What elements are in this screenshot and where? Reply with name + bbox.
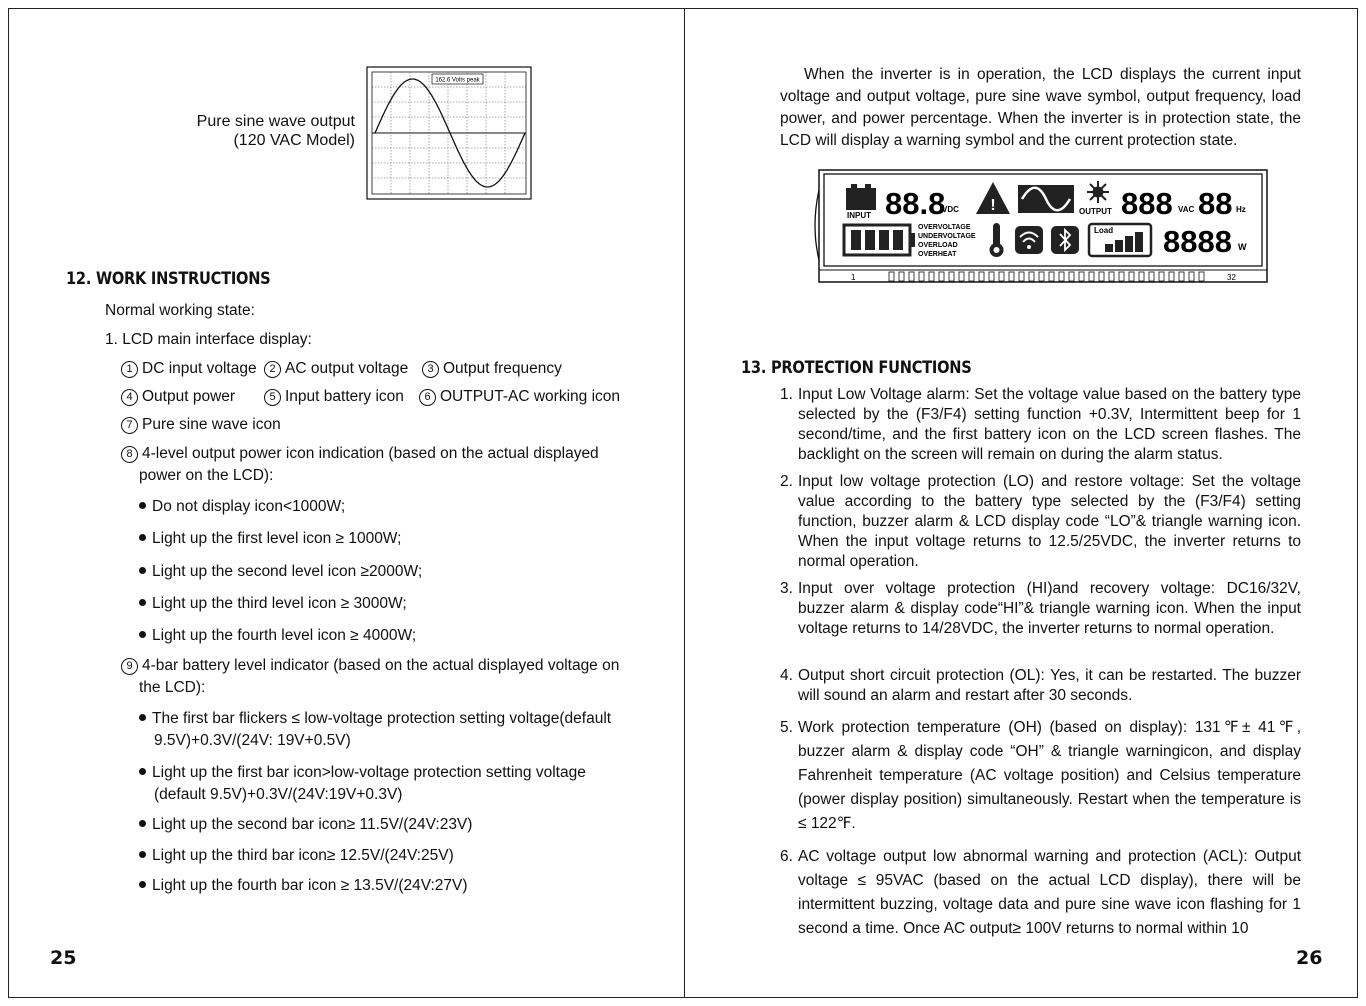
- status-overload: OVERLOAD: [918, 242, 958, 249]
- ac-voltage-digits: 888: [1121, 186, 1173, 221]
- icon-label: AC output voltage: [285, 360, 409, 377]
- battery-level-line2: (default 9.5V)+0.3V/(24V:19V+0.3V): [154, 786, 403, 803]
- ac-voltage-unit: VAC: [1178, 205, 1195, 214]
- item-text: AC voltage output low abnormal warning and protection (ACL): Output voltage ≤ 95VAC (based on the actual LCD display), there will be intermittent buzzing, voltage data and pure sine wave icon flashing for 1 second a time. Once AC output≥ 100V returns to normal within 10: [798, 848, 1301, 937]
- item8: [121, 443, 621, 487]
- number-badge: 7: [121, 417, 138, 434]
- intro-paragraph: When the inverter is in operation, the LCD displays the current input voltage and output voltage, pure sine wave symbol, output frequency, load power, and power percentage. When the inverter is in protection state, the LCD will display a warning symbol and the current protection state.: [780, 66, 1301, 149]
- status-overheat: OVERHEAT: [918, 251, 957, 258]
- icon-item: [264, 386, 404, 408]
- icon-label: DC input voltage: [142, 360, 257, 377]
- power-level-text: Light up the third level icon ≥ 3000W;: [152, 595, 407, 612]
- power-level-text: Light up the second level icon ≥2000W;: [152, 563, 423, 580]
- dc-voltage-digits: 88.8: [885, 186, 946, 221]
- power-level-item: [139, 528, 401, 550]
- protection-item-4: [780, 666, 1301, 706]
- bullet-dot: [139, 631, 146, 638]
- battery-level-line1: Light up the first bar icon>low-voltage protection setting voltage: [152, 764, 586, 781]
- wifi-icon: [1015, 226, 1043, 254]
- wave-caption-line2: (120 VAC Model): [233, 132, 355, 149]
- item-text: Input low voltage protection (LO) and restore voltage: Set the voltage value according to the battery type selected by the (F3/F4) setting function, buzzer alarm & LCD display code “LO”& triangle warning icon. When the input voltage returns to 12.5/25VDC, the inverter returns to normal operation.: [798, 473, 1301, 570]
- protection-item-6: [780, 845, 1301, 941]
- protection-item-3: [780, 579, 1301, 639]
- protection-item-5: [780, 716, 1301, 836]
- battery-level-item: [139, 845, 454, 867]
- number-badge: 4: [121, 389, 138, 406]
- bullet-dot: [139, 599, 146, 606]
- lcd-panel-diagram: [811, 168, 1271, 286]
- sine-wave-figure: [366, 66, 532, 200]
- normal-state-label: Normal working state:: [105, 302, 255, 319]
- item-number: 2.: [780, 473, 793, 490]
- battery-level-line1: Light up the second bar icon≥ 11.5V/(24V:23V): [152, 816, 473, 833]
- icon-label: Output frequency: [443, 360, 562, 377]
- item-text: Input over voltage protection (HI)and recovery voltage: DC16/32V, buzzer alarm & display code“HI”& triangle warning icon. When the input voltage returns to 14/28VDC, the inverter returns to normal operation.: [798, 580, 1301, 637]
- bullet-dot: [139, 768, 146, 775]
- pin-scale-end: 32: [1227, 273, 1236, 282]
- battery-level-line2: 9.5V)+0.3V/(24V: 19V+0.5V): [154, 732, 351, 749]
- bullet-dot: [139, 820, 146, 827]
- item-text: Input Low Voltage alarm: Set the voltage value based on the battery type selected by the (F3/F4) setting function +0.3V, Intermittent beep for 1 second/time, and the first battery icon on the LCD screen flashes. The backlight on the screen will remain on during the alarm status.: [798, 386, 1301, 463]
- battery-level-line1: Light up the third bar icon≥ 12.5V/(24V:25V): [152, 847, 454, 864]
- status-overvoltage: OVERVOLTAGE: [918, 224, 971, 231]
- number-badge: 3: [422, 361, 439, 378]
- power-level-text: Light up the fourth level icon ≥ 4000W;: [152, 627, 417, 644]
- item-text: Work protection temperature (OH) (based on display): 131℉± 41℉, buzzer alarm & display code “OH” & triangle warningicon, and display Fahrenheit temperature (AC voltage position) and Celsius temperature (power display position) simultaneously. Restart when the temperature is ≤ 122℉.: [798, 719, 1301, 832]
- warning-exclamation-glyph: !: [990, 197, 996, 214]
- power-level-item: [139, 593, 407, 615]
- item8-line1: 4-level output power icon indication (based on the actual displayed: [142, 445, 599, 462]
- number-badge: 1: [121, 361, 138, 378]
- icon-label: Input battery icon: [285, 388, 404, 405]
- input-battery-icon: [846, 188, 876, 210]
- battery-level-line1: The first bar flickers ≤ low-voltage protection setting voltage(default: [152, 710, 612, 727]
- number-badge: 5: [264, 389, 281, 406]
- load-label: Load: [1094, 226, 1114, 235]
- wave-caption: [170, 112, 355, 150]
- number-badge: 8: [121, 446, 138, 463]
- icon-label: Pure sine wave icon: [142, 416, 281, 433]
- icon-item: [121, 386, 235, 408]
- frequency-digits: 88: [1198, 186, 1233, 221]
- lcd-item-label: 1. LCD main interface display:: [105, 331, 312, 348]
- item-number: 3.: [780, 580, 793, 597]
- icon-label: Output power: [142, 388, 236, 405]
- number-badge: 6: [419, 389, 436, 406]
- number-badge: 2: [264, 361, 281, 378]
- icon-item: [419, 386, 620, 408]
- number-badge: 9: [121, 658, 138, 675]
- power-unit: W: [1238, 242, 1247, 252]
- wave-caption-line1: Pure sine wave output: [196, 113, 355, 130]
- item-number: 1.: [780, 386, 793, 403]
- item9: [121, 655, 641, 699]
- pin-scale-start: 1: [851, 273, 856, 282]
- bullet-dot: [139, 534, 146, 541]
- status-undervoltage: UNDERVOLTAGE: [918, 233, 976, 240]
- item8-line2: power on the LCD):: [139, 467, 274, 484]
- icon-item: [422, 358, 562, 380]
- power-digits: 8888: [1163, 224, 1232, 259]
- page-number-left: 25: [50, 947, 77, 969]
- bullet-dot: [139, 881, 146, 888]
- page-number-right: 26: [1296, 947, 1323, 969]
- battery-level-item: [139, 875, 468, 897]
- peak-label: 162.6 Volts peak: [435, 77, 480, 84]
- protection-item-1: [780, 385, 1301, 465]
- input-label: INPUT: [847, 211, 871, 220]
- icon-item: [264, 358, 408, 380]
- section-title-work: 12. WORK INSTRUCTIONS: [66, 269, 271, 289]
- item-number: 6.: [780, 848, 793, 865]
- item-text: Output short circuit protection (OL): Yes, it can be restarted. The buzzer will sound an alarm and restart after 30 seconds.: [798, 667, 1301, 704]
- bullet-dot: [139, 851, 146, 858]
- battery-level-line1: Light up the fourth bar icon ≥ 13.5V/(24V:27V): [152, 877, 468, 894]
- output-label: OUTPUT: [1079, 207, 1112, 216]
- item9-line2: the LCD):: [139, 679, 206, 696]
- frequency-unit: Hz: [1236, 205, 1246, 214]
- power-level-text: Do not display icon<1000W;: [152, 498, 346, 515]
- page-spine: [684, 8, 685, 998]
- section-title-protection: 13. PROTECTION FUNCTIONS: [741, 358, 972, 378]
- power-level-item: [139, 625, 416, 647]
- icon-item: [121, 358, 257, 380]
- dc-voltage-unit: VDC: [942, 205, 959, 214]
- item9-line1: 4-bar battery level indicator (based on the actual displayed voltage on: [142, 657, 620, 674]
- bullet-dot: [139, 502, 146, 509]
- battery-level-item: [139, 708, 611, 752]
- battery-level-item: [139, 814, 472, 836]
- battery-level-item: [139, 762, 586, 806]
- power-level-text: Light up the first level icon ≥ 1000W;: [152, 530, 402, 547]
- item-number: 4.: [780, 667, 793, 684]
- icon-item: [121, 414, 281, 436]
- output-ac-icon: [1087, 181, 1109, 203]
- icon-label: OUTPUT-AC working icon: [440, 388, 621, 405]
- bullet-dot: [139, 567, 146, 574]
- power-level-item: [139, 561, 422, 583]
- item-number: 5.: [780, 719, 793, 736]
- power-level-item: [139, 496, 345, 518]
- protection-item-2: [780, 472, 1301, 572]
- bullet-dot: [139, 714, 146, 721]
